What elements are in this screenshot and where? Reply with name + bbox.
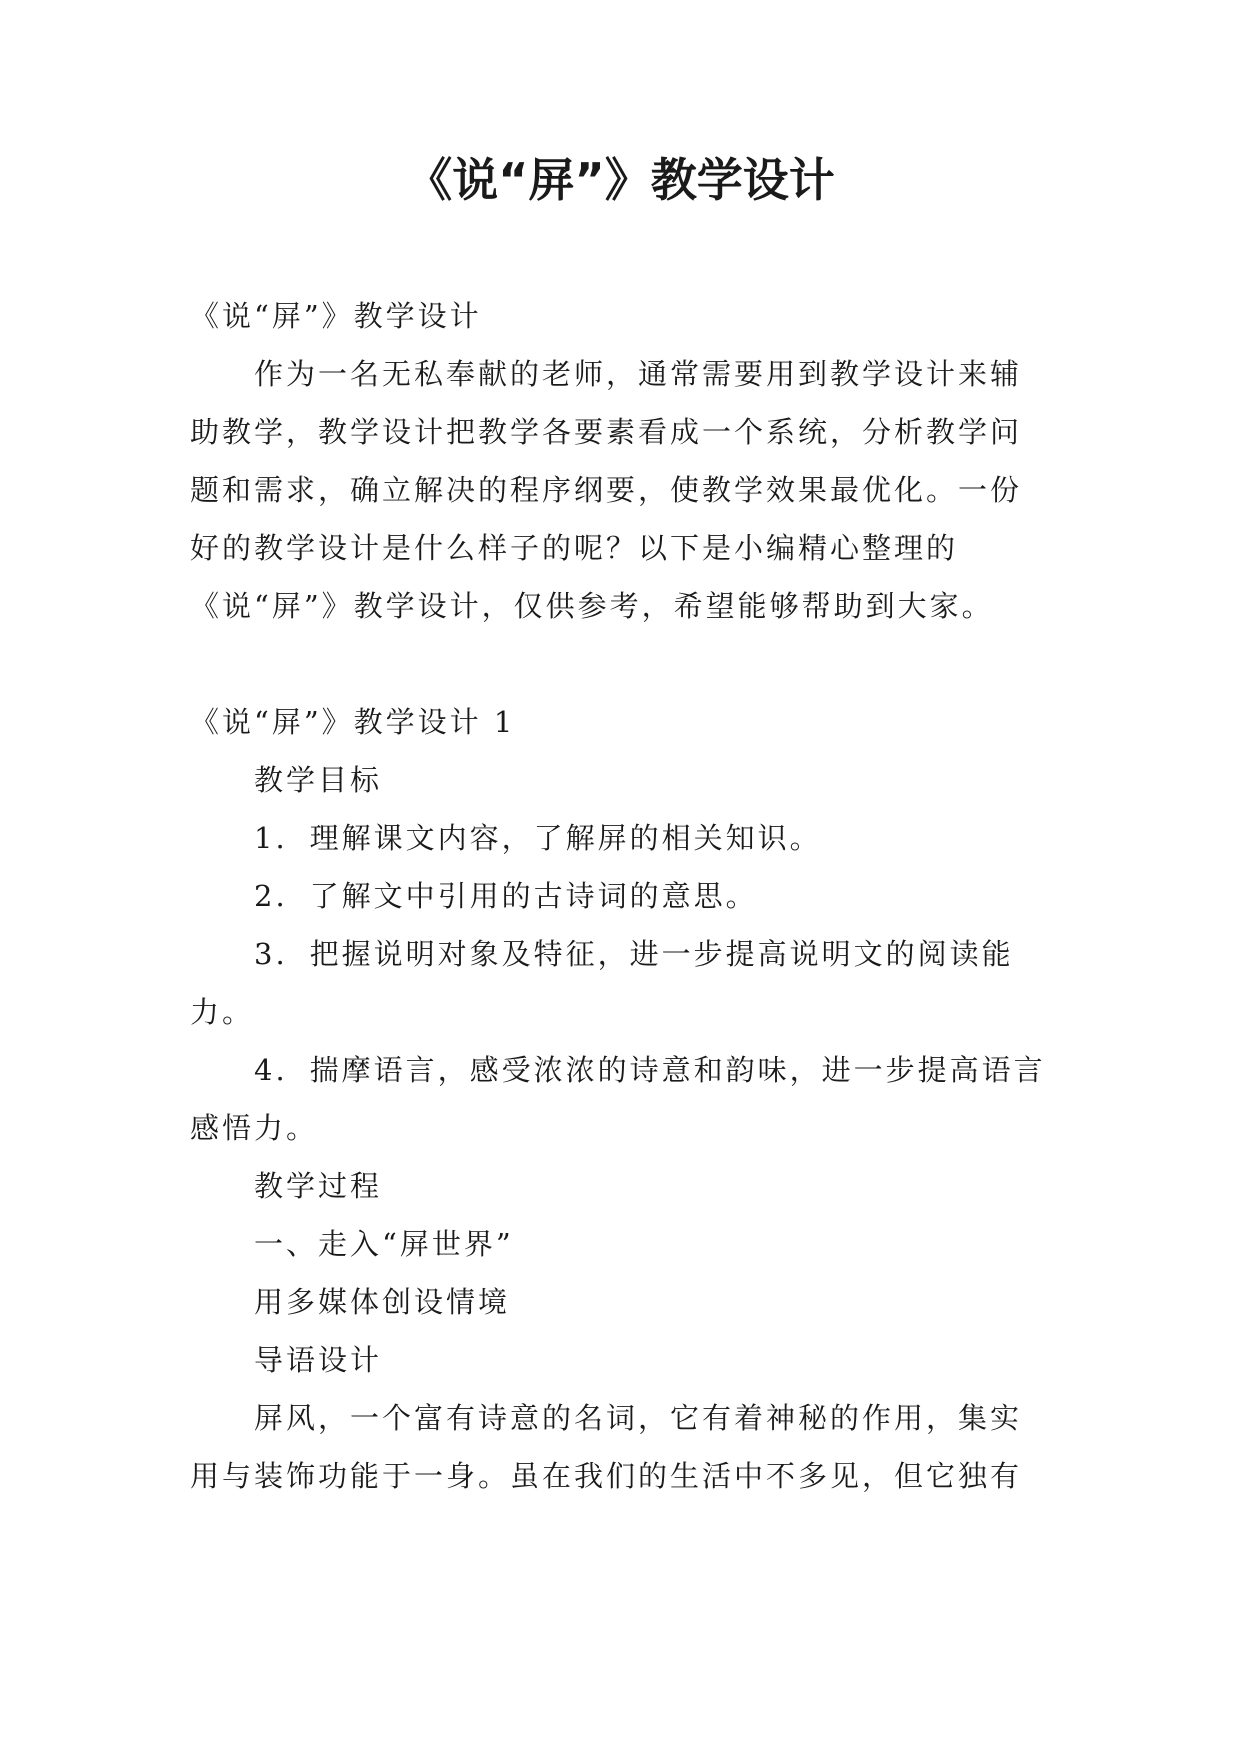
objective-text: 了解文中引用的古诗词的意思。 [309,879,758,913]
objective-item [190,867,1050,925]
step1-heading: 一、走入“屏世界” [254,1227,514,1261]
objective-item [190,925,1050,1041]
process-heading: 教学过程 [254,1169,383,1203]
document-body [190,287,1050,1505]
objective-item [190,809,1050,867]
objective-number: 1. [254,821,288,855]
objective-text: 理解课文内容，了解屏的相关知识。 [309,821,822,855]
objective-item [190,1041,1050,1157]
objective-text: 揣摩语言，感受浓浓的诗意和韵味，进一步提高语言感悟力。 [190,1053,1046,1145]
intro-paragraph: 作为一名无私奉献的老师，通常需要用到教学设计来辅助教学，教学设计把教学各要素看成一个系统，分析教学问题和需求，确立解决的程序纲要，使教学效果最优化。一份好的教学设计是什么样子的呢？以下是小编精心整理的《说“屏”》教学设计，仅供参考，希望能够帮助到大家。 [190,357,1023,623]
objective-text: 把握说明对象及特征，进一步提高说明文的阅读能力。 [190,937,1014,1029]
step1-item-intro-design: 导语设计 [254,1343,383,1377]
objective-number: 2. [254,879,288,913]
step1-paragraph: 屏风，一个富有诗意的名词，它有着神秘的作用，集实用与装饰功能于一身。虽在我们的生活中不多见，但它独有 [190,1401,1023,1493]
objective-number: 4. [254,1053,288,1087]
section-heading: 《说“屏”》教学设计 1 [190,705,516,739]
document-subtitle: 《说“屏”》教学设计 [190,299,482,333]
objectives-heading: 教学目标 [254,763,383,797]
objective-number: 3. [254,937,288,971]
step1-item-multimedia: 用多媒体创设情境 [254,1285,511,1319]
document-title: 《说“屏”》教学设计 [406,153,835,207]
